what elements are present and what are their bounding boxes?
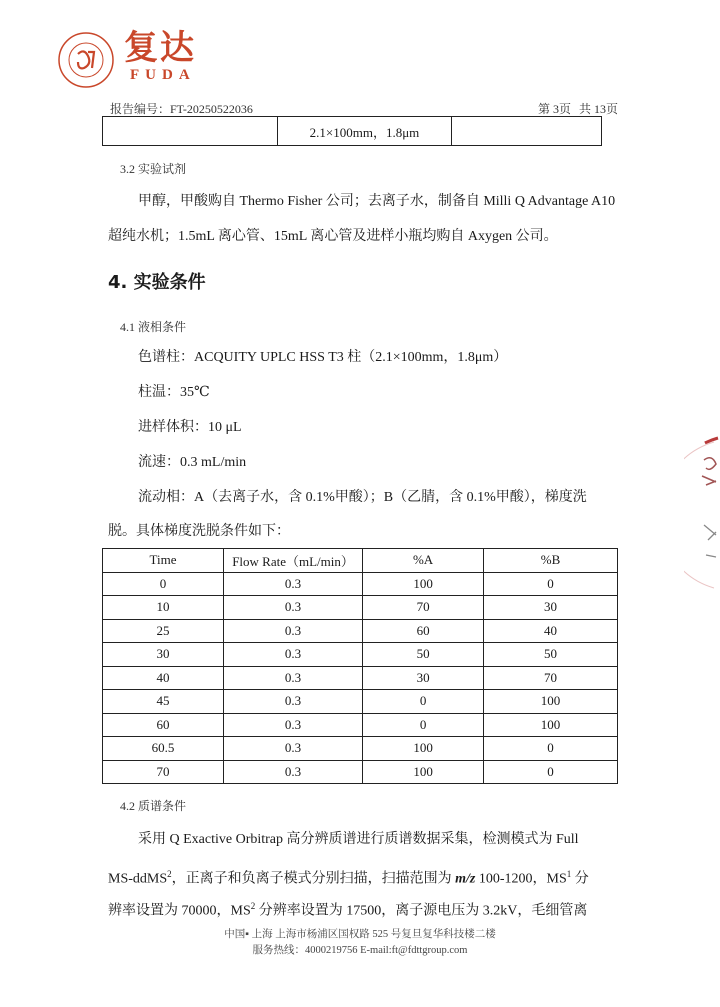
table-cell: 60.5 <box>103 737 224 761</box>
section-4-title: 4. 实验条件 <box>108 272 206 293</box>
table-row <box>103 596 618 620</box>
mobile-phase-line-1: 流动相：A（去离子水，含 0.1%甲酸）；B（乙腈，含 0.1%甲酸），梯度洗 <box>138 490 587 505</box>
table-row <box>103 643 618 667</box>
table-cell: 30 <box>363 666 484 690</box>
table-row <box>103 572 618 596</box>
official-stamp-icon <box>684 430 720 600</box>
table-cell: 0.3 <box>224 596 363 620</box>
text: MS-ddMS <box>108 871 168 887</box>
header-flow-rate: Flow Rate（mL/min） <box>224 549 363 573</box>
footer-address: 中国▪ 上海 上海市杨浦区国权路 525 号复旦复华科技楼二楼 <box>224 929 496 940</box>
table-cell: 0 <box>484 572 618 596</box>
section-4-1-title: 4.1 液相条件 <box>120 320 187 334</box>
text: 分 <box>571 871 589 887</box>
table-cell: 60 <box>363 619 484 643</box>
section-4-2-title: 4.2 质谱条件 <box>120 799 187 813</box>
table-row <box>103 760 618 784</box>
table-cell: 30 <box>103 643 224 667</box>
mobile-phase-line-2: 脱。具体梯度洗脱条件如下： <box>108 524 290 539</box>
table-cell <box>103 117 278 146</box>
table-cell: 0 <box>363 690 484 714</box>
header-percent-b: %B <box>484 549 618 573</box>
reagents-line-2: 超纯水机；1.5mL 离心管、15mL 离心管及进样小瓶均购自 Axygen 公司。 <box>108 229 558 244</box>
table-row <box>103 737 618 761</box>
brand-name-cn: 复达 <box>124 28 196 68</box>
table-cell: 100 <box>363 572 484 596</box>
table-cell: 0.3 <box>224 690 363 714</box>
table-cell: 2.1×100mm，1.8μm <box>277 117 452 146</box>
table-cell: 40 <box>103 666 224 690</box>
table-cell: 0 <box>484 737 618 761</box>
superscript: 2 <box>250 901 256 911</box>
text: ，正离子和负离子模式分别扫描，扫描范围为 <box>171 871 456 887</box>
header-percent-a: %A <box>363 549 484 573</box>
table-cell: 50 <box>363 643 484 667</box>
table-cell: 0 <box>484 760 618 784</box>
table-cell: 100 <box>363 737 484 761</box>
table-cell: 70 <box>363 596 484 620</box>
table-cell: 0.3 <box>224 643 363 667</box>
mz-label: m/z <box>455 871 476 887</box>
table-cell: 100 <box>484 690 618 714</box>
column-info: 色谱柱：ACQUITY UPLC HSS T3 柱（2.1×100mm，1.8μm） <box>138 350 508 365</box>
table-row <box>103 619 618 643</box>
superscript: 1 <box>566 869 572 879</box>
brand-name-en: FUDA <box>130 67 196 83</box>
table-cell: 0 <box>363 713 484 737</box>
injection-volume: 进样体积：10 μL <box>138 420 242 435</box>
table-cell: 10 <box>103 596 224 620</box>
table-cell: 100 <box>484 713 618 737</box>
table-cell: 0.3 <box>224 619 363 643</box>
table-cell: 30 <box>484 596 618 620</box>
table-cell: 0.3 <box>224 760 363 784</box>
ms-para-line-1: 采用 Q Exactive Orbitrap 高分辨质谱进行质谱数据采集，检测模式为 Full <box>138 832 579 847</box>
text: 100-1200，MS <box>475 871 567 887</box>
table-cell: 70 <box>484 666 618 690</box>
table-row <box>103 713 618 737</box>
section-3-2-title: 3.2 实验试剂 <box>120 162 187 176</box>
text: 分辨率设置为 17500，离子源电压为 3.2kV，毛细管离 <box>255 903 588 919</box>
ms-para-line-3 <box>108 889 587 929</box>
report-number: 报告编号：FT-20250522036 <box>110 102 253 116</box>
reagents-line-1: 甲醇，甲酸购自 Thermo Fisher 公司；去离子水，制备自 Milli Q Advantage A10 <box>138 194 616 209</box>
header-time: Time <box>103 549 224 573</box>
table-cell: 0.3 <box>224 737 363 761</box>
table-cell: 0.3 <box>224 572 363 596</box>
table-cell: 50 <box>484 643 618 667</box>
page-current: 第 3页 <box>537 102 571 116</box>
table-cell: 60 <box>103 713 224 737</box>
table-header-row <box>103 549 618 573</box>
table-cell: 40 <box>484 619 618 643</box>
table-row <box>103 666 618 690</box>
table-cell: 70 <box>103 760 224 784</box>
column-temp: 柱温：35℃ <box>138 385 210 400</box>
equipment-table-fragment <box>102 116 602 146</box>
table-row <box>103 117 602 146</box>
gradient-table <box>102 548 618 784</box>
table-cell: 45 <box>103 690 224 714</box>
page-indicator <box>530 100 618 117</box>
table-cell: 0.3 <box>224 666 363 690</box>
footer-contact: 服务热线：4000219756 E-mail:ft@fdttgroup.com <box>252 945 468 956</box>
table-cell: 25 <box>103 619 224 643</box>
text: 辨率设置为 70000，MS <box>108 903 251 919</box>
table-cell: 0.3 <box>224 713 363 737</box>
table-row <box>103 690 618 714</box>
table-cell <box>452 117 602 146</box>
company-seal-logo <box>58 32 114 88</box>
superscript: 2 <box>167 869 172 879</box>
table-cell: 100 <box>363 760 484 784</box>
flow-rate: 流速：0.3 mL/min <box>138 455 247 470</box>
page-total: 共 13页 <box>578 102 618 116</box>
table-cell: 0 <box>103 572 224 596</box>
